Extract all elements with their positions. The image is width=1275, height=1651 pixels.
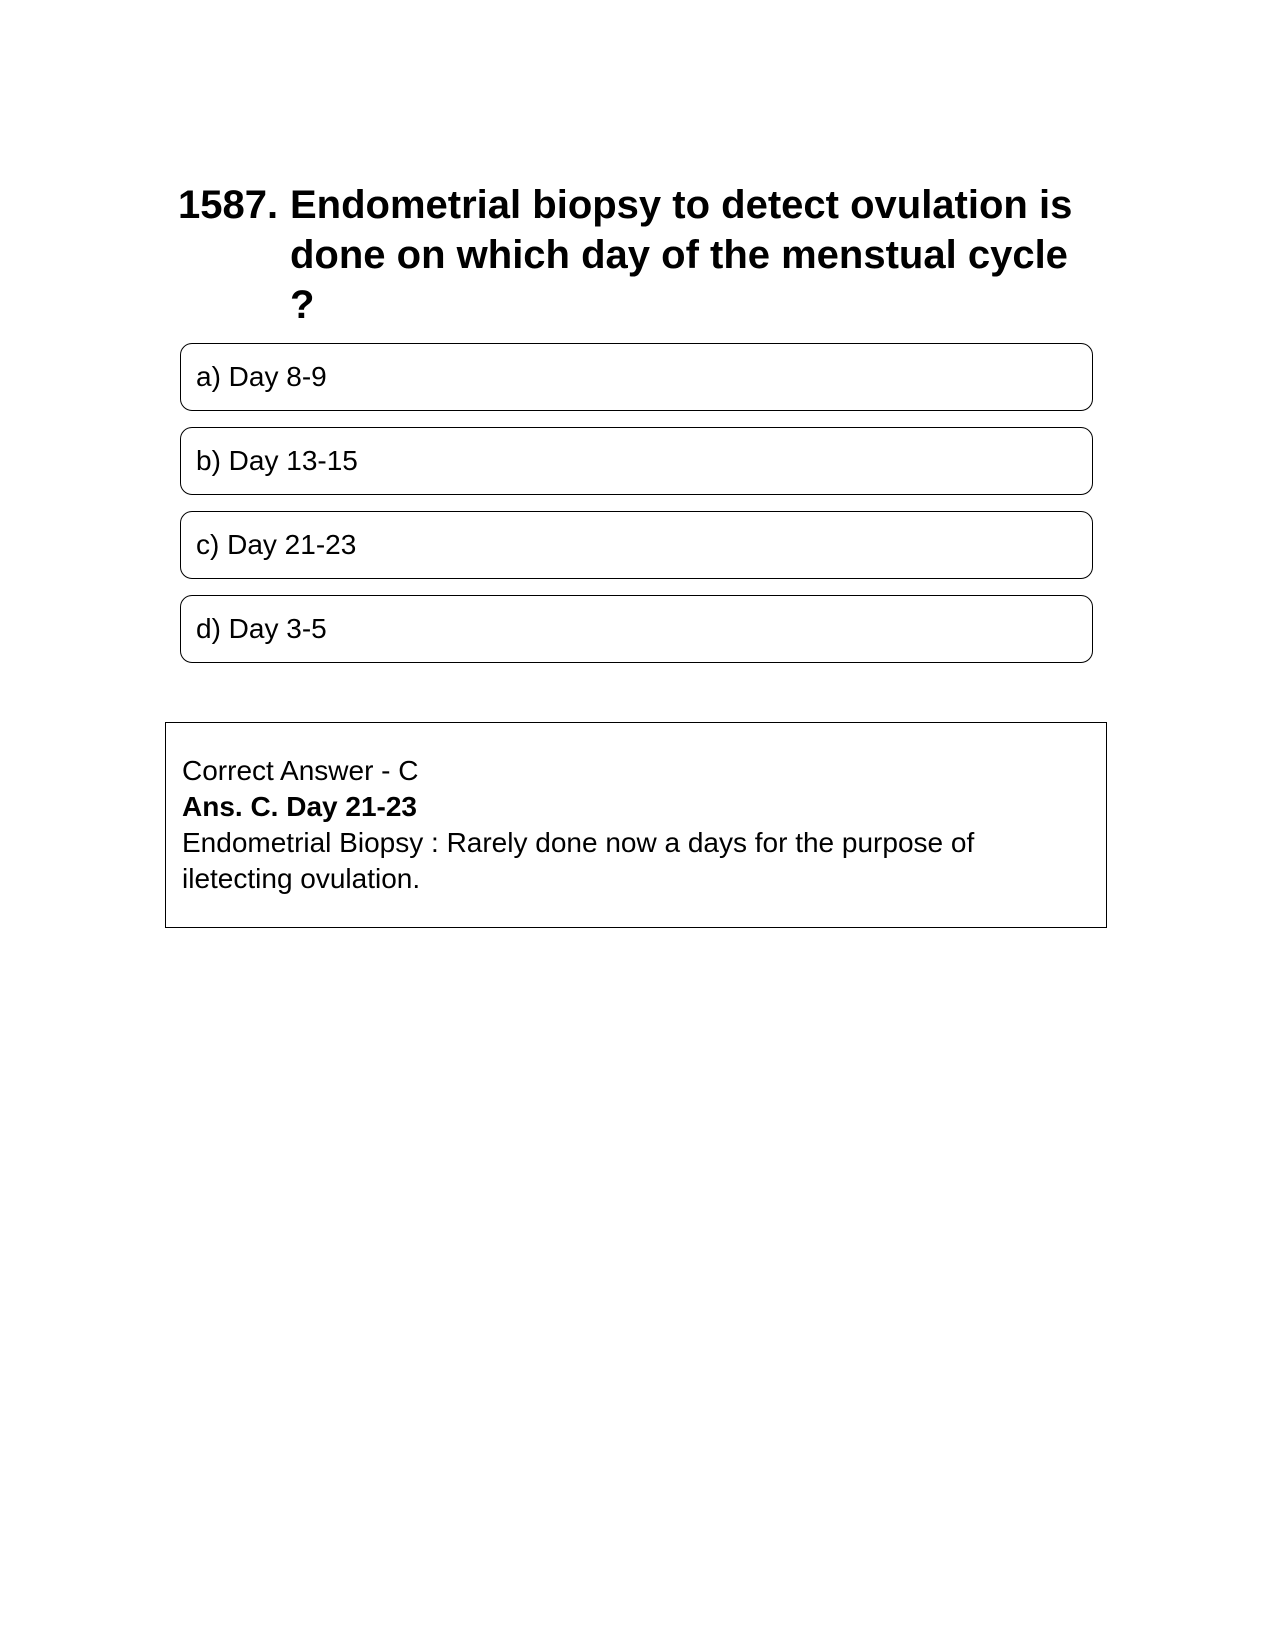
options-list (180, 343, 1093, 679)
option-d[interactable] (180, 595, 1093, 663)
option-a-label: a) Day 8-9 (196, 361, 327, 392)
question-text: Endometrial biopsy to detect ovulation is done on which day of the menstual cycle ? (290, 183, 1073, 327)
option-b[interactable] (180, 427, 1093, 495)
option-b-label: b) Day 13-15 (196, 445, 358, 476)
question (178, 180, 1098, 330)
answer-box (165, 722, 1107, 928)
question-number: 1587. (178, 183, 279, 227)
option-c-label: c) Day 21-23 (196, 529, 357, 560)
option-a[interactable] (180, 343, 1093, 411)
option-c[interactable] (180, 511, 1093, 579)
option-d-label: d) Day 3-5 (196, 613, 327, 644)
correct-answer-line: Correct Answer - C (182, 755, 419, 786)
answer-explanation: Endometrial Biopsy : Rarely done now a days for the purpose of iletecting ovulation. (182, 827, 975, 894)
answer-line: Ans. C. Day 21-23 (182, 791, 417, 822)
